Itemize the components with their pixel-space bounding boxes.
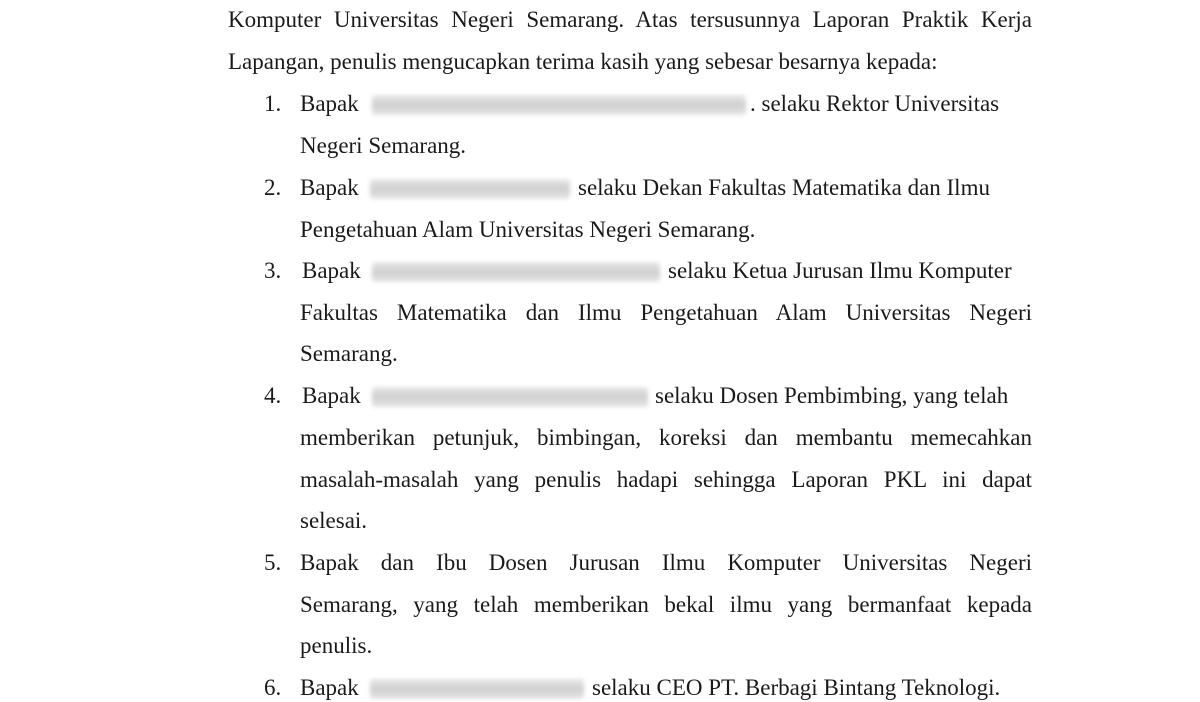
list-item-line: Negeri Semarang. <box>300 133 467 158</box>
list-item-line: memberikan petunjuk, bimbingan, koreksi dan membantu memecahkan <box>300 425 1032 450</box>
list-item-line: Pengetahuan Alam Universitas Negeri Semarang. <box>300 217 756 242</box>
list-item-line: penulis. <box>300 633 373 658</box>
list-item-line: masalah-masalah yang penulis hadapi sehingga Laporan PKL ini dapat <box>300 467 1032 492</box>
list-item-suffix: selaku Ketua Jurusan Ilmu Komputer <box>668 258 1012 283</box>
redacted-name <box>372 387 648 407</box>
list-item-prefix: Bapak <box>302 258 361 283</box>
list-item-number: 6. <box>264 675 282 700</box>
list-item-line: Semarang, yang telah memberikan bekal ilmu yang bermanfaat kepada <box>300 592 1032 617</box>
list-item-suffix: selaku Dekan Fakultas Matematika dan Ilmu <box>578 175 990 200</box>
list-item-prefix: Bapak <box>300 91 359 116</box>
list-item-number: 2. <box>264 175 282 200</box>
list-item-prefix: Bapak <box>302 383 361 408</box>
list-item-number: 5. <box>264 550 282 575</box>
list-item-suffix: selaku CEO PT. Berbagi Bintang Teknologi. <box>592 675 1001 700</box>
redacted-name <box>372 95 746 115</box>
list-item-suffix: selaku Dosen Pembimbing, yang telah <box>655 383 1009 408</box>
redacted-name <box>372 262 660 282</box>
list-item-number: 4. <box>264 383 282 408</box>
list-item-line: Fakultas Matematika dan Ilmu Pengetahuan Alam Universitas Negeri <box>300 300 1032 325</box>
list-item-number: 3. <box>264 258 282 283</box>
list-item-suffix: . selaku Rektor Universitas <box>750 91 1000 116</box>
list-item-number: 1. <box>264 91 282 116</box>
list-item-line: Semarang. <box>300 341 398 366</box>
intro-line-1: Komputer Universitas Negeri Semarang. Atas tersusunnya Laporan Praktik Kerja <box>228 7 1032 32</box>
redacted-name <box>370 679 584 699</box>
list-item-line: selesai. <box>300 508 368 533</box>
list-item-prefix: Bapak <box>300 175 359 200</box>
list-item-line: Bapak dan Ibu Dosen Jurusan Ilmu Komputer Universitas Negeri <box>300 550 1032 575</box>
redacted-name <box>370 179 570 199</box>
list-item-prefix: Bapak <box>300 675 359 700</box>
intro-line-2: Lapangan, penulis mengucapkan terima kasih yang sebesar besarnya kepada: <box>228 49 938 74</box>
